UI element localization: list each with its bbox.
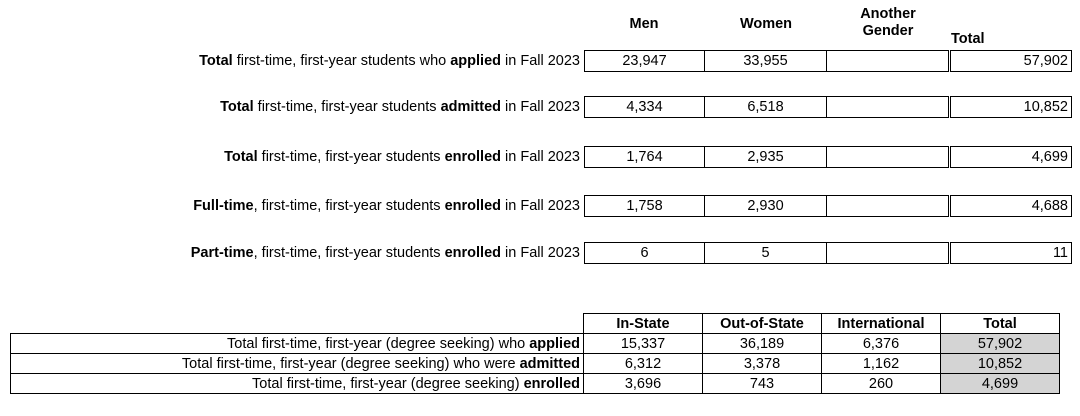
- cell-international-admitted: 1,162: [822, 354, 941, 374]
- cell-out-of-state-enrolled: 743: [703, 374, 822, 394]
- header-women: Women: [739, 16, 793, 32]
- bottom-header-row: [11, 314, 1060, 334]
- bottom-row-label-admitted: [11, 354, 584, 374]
- row-label-bold-2: admitted: [440, 99, 501, 115]
- header-total: Total: [951, 31, 985, 47]
- cell-total-bottom-applied: 57,902: [941, 334, 1060, 354]
- row-label-main: Total first-time, first-year (degree seeking) who: [227, 335, 530, 352]
- cell-men-applied: 23,947: [584, 50, 705, 72]
- table-row: [11, 334, 1060, 354]
- row-label-end: in Fall 2023: [501, 99, 580, 115]
- row-label-applied: [199, 51, 580, 71]
- cell-out-of-state-applied: 36,189: [703, 334, 822, 354]
- row-label-end: in Fall 2023: [501, 245, 580, 261]
- cell-men-admitted: 4,334: [584, 96, 705, 118]
- header-international: International: [822, 314, 941, 334]
- row-label-bold-1: Part-time: [190, 245, 254, 261]
- row-label-end: in Fall 2023: [501, 198, 580, 214]
- row-label-mid: first-time, first-year students: [257, 149, 445, 165]
- row-label-bold-1: Total: [199, 53, 233, 69]
- header-out-of-state: Out-of-State: [703, 314, 822, 334]
- table-row: [11, 354, 1060, 374]
- cell-international-applied: 6,376: [822, 334, 941, 354]
- cell-total-full-time: 4,688: [950, 195, 1072, 217]
- cell-women-enrolled: 2,935: [705, 146, 827, 168]
- row-label-bold: applied: [529, 335, 580, 352]
- row-label-mid: , first-time, first-year students: [253, 245, 445, 261]
- cell-men-enrolled: 1,764: [584, 146, 705, 168]
- cell-another-applied: [827, 50, 949, 72]
- cell-another-enrolled: [827, 146, 949, 168]
- cell-total-bottom-enrolled: 4,699: [941, 374, 1060, 394]
- cell-men-full-time: 1,758: [584, 195, 705, 217]
- cell-in-state-applied: 15,337: [584, 334, 703, 354]
- cell-total-bottom-admitted: 10,852: [941, 354, 1060, 374]
- cell-out-of-state-admitted: 3,378: [703, 354, 822, 374]
- cell-total-applied: 57,902: [950, 50, 1072, 72]
- cell-women-full-time: 2,930: [705, 195, 827, 217]
- row-label-bold-2: enrolled: [444, 149, 501, 165]
- cell-total-admitted: 10,852: [950, 96, 1072, 118]
- header-another-gender: [827, 6, 949, 40]
- row-label-mid: first-time, first-year students who: [232, 53, 451, 69]
- row-label-enrolled: [224, 147, 580, 167]
- table-row: [11, 374, 1060, 394]
- row-label-bold-2: enrolled: [444, 198, 501, 214]
- row-label-main: Total first-time, first-year (degree seeking): [252, 375, 524, 392]
- cell-another-admitted: [827, 96, 949, 118]
- bottom-table: [10, 313, 1060, 394]
- row-label-part-time: [191, 243, 580, 263]
- row-label-admitted: [220, 97, 580, 117]
- row-label-bold-1: Full-time: [193, 198, 254, 214]
- cell-another-full-time: [827, 195, 949, 217]
- header-men: Men: [629, 16, 659, 32]
- row-label-end: in Fall 2023: [501, 149, 580, 165]
- row-label-bold-2: applied: [450, 53, 501, 69]
- row-label-bold-1: Total: [224, 149, 258, 165]
- row-label-mid: first-time, first-year students: [253, 99, 441, 115]
- bottom-header-blank: [11, 314, 584, 334]
- row-label-mid: , first-time, first-year students: [253, 198, 445, 214]
- bottom-row-label-enrolled: [11, 374, 584, 394]
- row-label-bold-2: enrolled: [444, 245, 501, 261]
- cell-in-state-enrolled: 3,696: [584, 374, 703, 394]
- cell-women-part-time: 5: [705, 242, 827, 264]
- cell-another-part-time: [827, 242, 949, 264]
- cell-total-enrolled: 4,699: [950, 146, 1072, 168]
- header-in-state: In-State: [584, 314, 703, 334]
- cell-total-part-time: 11: [950, 242, 1072, 264]
- row-label-bold: enrolled: [523, 375, 580, 392]
- bottom-row-label-applied: [11, 334, 584, 354]
- cell-in-state-admitted: 6,312: [584, 354, 703, 374]
- row-label-main: Total first-time, first-year (degree seeking) who were: [181, 355, 520, 372]
- row-label-full-time: [193, 196, 580, 216]
- row-label-bold: admitted: [519, 355, 580, 372]
- header-another-gender-line2: Gender: [862, 23, 914, 39]
- header-total-bottom: Total: [941, 314, 1060, 334]
- cell-men-part-time: 6: [584, 242, 705, 264]
- row-label-end: in Fall 2023: [501, 53, 580, 69]
- cell-women-admitted: 6,518: [705, 96, 827, 118]
- row-label-bold-1: Total: [220, 99, 254, 115]
- cell-international-enrolled: 260: [822, 374, 941, 394]
- cell-women-applied: 33,955: [705, 50, 827, 72]
- header-another-gender-line1: Another: [860, 6, 916, 22]
